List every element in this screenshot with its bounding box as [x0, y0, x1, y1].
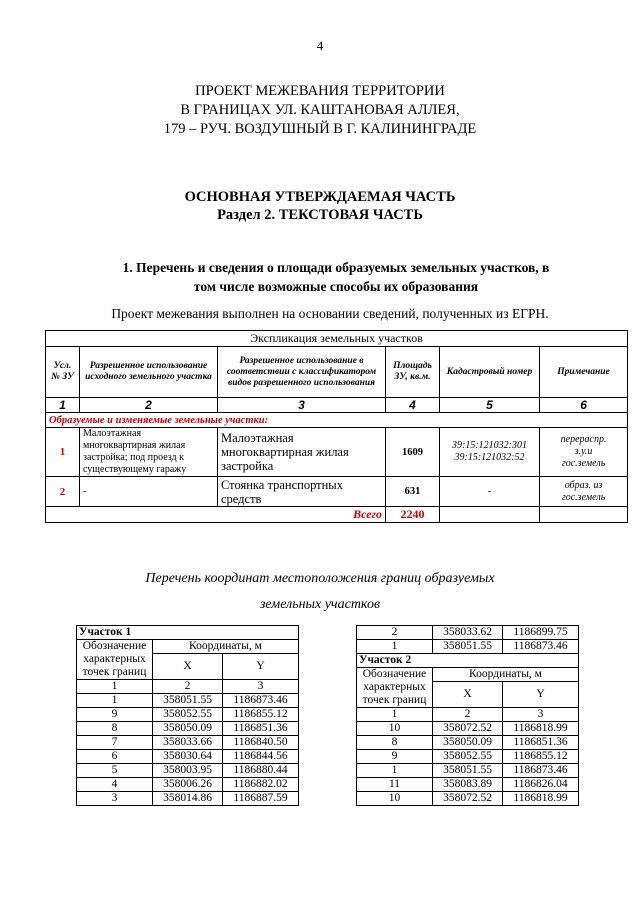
plot-label: Участок 1	[77, 626, 299, 640]
table-row	[77, 736, 299, 750]
coordinates-heading	[100, 566, 540, 618]
page-number: 4	[316, 38, 324, 53]
point-id: 10	[357, 722, 433, 736]
x-coordinate: 358051.55	[153, 694, 223, 708]
note-cell	[540, 477, 628, 507]
group-caption: Образуемые и изменяемые земельные участки:	[46, 413, 628, 428]
header-classifier-use: Разрешенное использование в соответствии с классификатором видов разрешенного использования	[218, 347, 386, 398]
table-row	[77, 778, 299, 792]
note-line: перераспр.	[560, 434, 607, 445]
coordinates-heading-line-1: Перечень координат местоположения границ образуемых	[145, 571, 495, 586]
header-plot-no: Усл. № ЗУ	[46, 347, 80, 398]
cadastral-cell	[440, 428, 540, 477]
y-coordinate: 1186851.36	[223, 722, 299, 736]
y-header: Y	[223, 654, 299, 680]
note-cell	[540, 428, 628, 477]
y-coordinate: 1186873.46	[223, 694, 299, 708]
table-row	[77, 722, 299, 736]
note-line: образ. из	[564, 479, 603, 491]
total-value: 2240	[386, 507, 440, 523]
y-coordinate: 1186882.02	[223, 778, 299, 792]
y-coordinate: 1186873.46	[503, 764, 579, 778]
note-line: гос.земель	[561, 491, 606, 503]
classifier-use-cell: Малоэтажная многоквартирная жилая застройка	[218, 428, 386, 477]
point-id: 5	[77, 764, 153, 778]
point-id: 6	[77, 750, 153, 764]
note-line: гос.земель	[561, 458, 606, 469]
explication-caption: Экспликация земельных участков	[46, 331, 628, 347]
section-heading-line-2: том числе возможные способы их образования	[193, 279, 479, 294]
x-coordinate: 358051.55	[433, 640, 503, 654]
plot-2-rows	[357, 722, 579, 806]
total-label: Всего	[46, 507, 386, 523]
coordinates-header: Координаты, м	[153, 640, 299, 654]
header-note: Примечание	[540, 347, 628, 398]
col-number: 2	[80, 398, 218, 413]
x-coordinate: 358006.26	[153, 778, 223, 792]
y-coordinate: 1186818.99	[503, 792, 579, 806]
y-coordinate: 1186840.50	[223, 736, 299, 750]
col-number: 3	[223, 680, 299, 694]
plot-label: Участок 2	[357, 654, 579, 668]
point-id: 4	[77, 778, 153, 792]
coordinates-header: Координаты, м	[433, 668, 579, 682]
cadastral-cell: -	[440, 477, 540, 507]
col-number: 1	[46, 398, 80, 413]
x-coordinate: 358072.52	[433, 792, 503, 806]
table-row	[77, 750, 299, 764]
col-number: 2	[433, 708, 503, 722]
coordinates-table-plot-2	[356, 625, 579, 806]
section-heading	[96, 258, 576, 296]
point-id: 1	[77, 694, 153, 708]
classifier-use-cell: Стоянка транспортных средств	[218, 477, 386, 507]
cadastral-number: 39:15:121032:301	[452, 440, 527, 451]
project-title-line-3: 179 – РУЧ. ВОЗДУШНЫЙ В Г. КАЛИНИНГРАДЕ	[163, 121, 477, 137]
x-coordinate: 358014.86	[153, 792, 223, 806]
table-row	[77, 708, 299, 722]
y-coordinate: 1186899.75	[503, 626, 579, 640]
note-line: з.у.и	[574, 446, 593, 457]
table-row	[357, 792, 579, 806]
project-title	[60, 82, 580, 139]
row-number: 1	[46, 428, 80, 477]
explication-table	[45, 330, 628, 523]
x-coordinate: 358050.09	[153, 722, 223, 736]
x-coordinate: 358033.62	[433, 626, 503, 640]
empty-cell	[540, 507, 628, 523]
x-coordinate: 358052.55	[153, 708, 223, 722]
point-id: 3	[77, 792, 153, 806]
x-coordinate: 358072.52	[433, 722, 503, 736]
area-cell: 1609	[386, 428, 440, 477]
y-coordinate: 1186855.12	[503, 750, 579, 764]
y-coordinate: 1186826.04	[503, 778, 579, 792]
y-coordinate: 1186887.59	[223, 792, 299, 806]
x-coordinate: 358051.55	[433, 764, 503, 778]
header-area: Площадь ЗУ, кв.м.	[386, 347, 440, 398]
x-coordinate: 358030.64	[153, 750, 223, 764]
y-coordinate: 1186851.36	[503, 736, 579, 750]
y-coordinate: 1186844.56	[223, 750, 299, 764]
col-number: 5	[440, 398, 540, 413]
source-use-cell: -	[80, 477, 218, 507]
table-row	[46, 428, 628, 477]
total-row	[46, 507, 628, 523]
x-header: X	[433, 682, 503, 708]
table-row	[77, 694, 299, 708]
point-id: 1	[357, 640, 433, 654]
table-row	[357, 778, 579, 792]
point-id: 8	[357, 736, 433, 750]
area-cell: 631	[386, 477, 440, 507]
source-use-cell: Малоэтажная многоквартирная жилая застройка; под проезд к существующему гаражу	[80, 428, 218, 477]
cadastral-number: 39:15:121032:52	[454, 452, 525, 463]
coordinates-table-plot-1	[76, 625, 299, 806]
table-row	[357, 736, 579, 750]
part-title	[60, 188, 580, 224]
header-source-use: Разрешенное использование исходного земельного участка	[80, 347, 218, 398]
x-coordinate: 358083.89	[433, 778, 503, 792]
plot-1-rows	[77, 694, 299, 806]
row-number: 2	[46, 477, 80, 507]
col-number: 3	[503, 708, 579, 722]
empty-cell	[440, 507, 540, 523]
x-coordinate: 358003.95	[153, 764, 223, 778]
table-row	[357, 764, 579, 778]
table-row	[357, 750, 579, 764]
x-coordinate: 358052.55	[433, 750, 503, 764]
header-cadastral: Кадастровый номер	[440, 347, 540, 398]
point-id: 10	[357, 792, 433, 806]
designation-header: Обозначение характерных точек границ	[77, 640, 153, 680]
col-number: 1	[77, 680, 153, 694]
table-row	[357, 640, 579, 654]
col-number: 4	[386, 398, 440, 413]
project-title-line-1: ПРОЕКТ МЕЖЕВАНИЯ ТЕРРИТОРИИ	[195, 83, 445, 99]
point-id: 7	[77, 736, 153, 750]
col-number: 2	[153, 680, 223, 694]
y-coordinate: 1186880.44	[223, 764, 299, 778]
coordinates-heading-line-2: земельных участков	[259, 597, 381, 612]
table-row	[357, 722, 579, 736]
table-row	[357, 626, 579, 640]
y-coordinate: 1186873.46	[503, 640, 579, 654]
y-header: Y	[503, 682, 579, 708]
col-number: 3	[218, 398, 386, 413]
x-coordinate: 358050.09	[433, 736, 503, 750]
point-id: 1	[357, 764, 433, 778]
designation-header: Обозначение характерных точек границ	[357, 668, 433, 708]
point-id: 9	[77, 708, 153, 722]
col-number: 6	[540, 398, 628, 413]
plot-1-continued-rows	[357, 626, 579, 654]
x-header: X	[153, 654, 223, 680]
part-title-line-2: Раздел 2. ТЕКСТОВАЯ ЧАСТЬ	[217, 207, 423, 223]
y-coordinate: 1186818.99	[503, 722, 579, 736]
table-row	[46, 477, 628, 507]
y-coordinate: 1186855.12	[223, 708, 299, 722]
point-id: 2	[357, 626, 433, 640]
point-id: 9	[357, 750, 433, 764]
project-title-line-2: В ГРАНИЦАХ УЛ. КАШТАНОВАЯ АЛЛЕЯ,	[180, 102, 460, 118]
col-number: 1	[357, 708, 433, 722]
x-coordinate: 358033.66	[153, 736, 223, 750]
point-id: 11	[357, 778, 433, 792]
section-heading-line-1: 1. Перечень и сведения о площади образуемых земельных участков, в	[122, 260, 550, 275]
part-title-line-1: ОСНОВНАЯ УТВЕРЖДАЕМАЯ ЧАСТЬ	[184, 189, 456, 205]
table-row	[77, 764, 299, 778]
table-row	[77, 792, 299, 806]
basis-text: Проект межевания выполнен на основании сведений, полученных из ЕГРН.	[111, 306, 549, 321]
point-id: 8	[77, 722, 153, 736]
